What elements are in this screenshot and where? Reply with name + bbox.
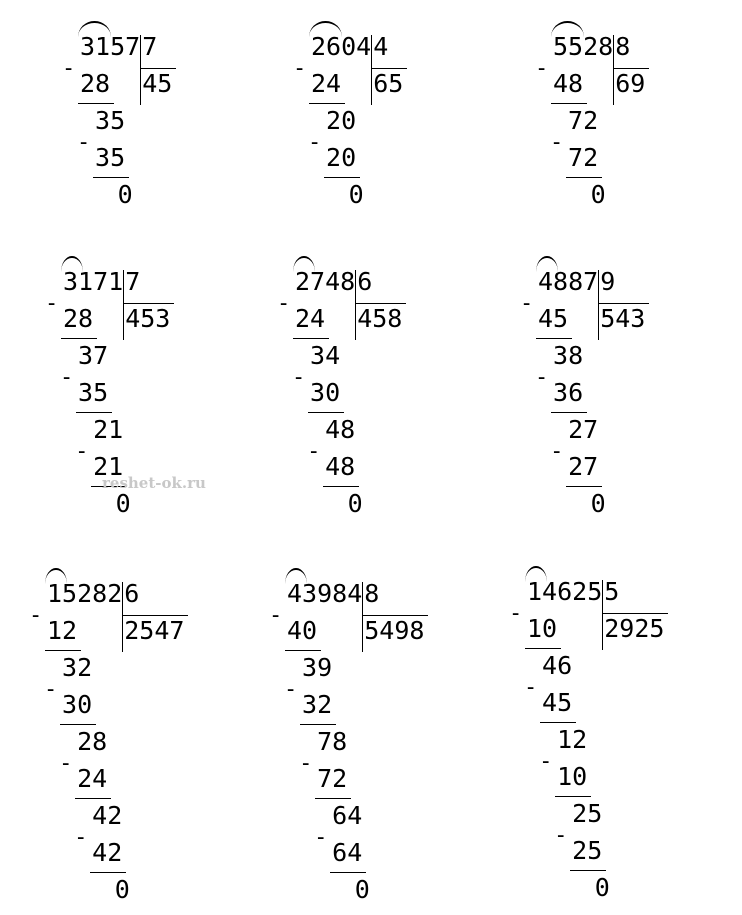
subtraction-line [60, 724, 96, 725]
subtraction-line [293, 338, 329, 339]
subtraction-line [308, 412, 344, 413]
dividend: 2604 [311, 32, 372, 61]
remainder: 78 [317, 727, 348, 756]
subtraction-line [551, 412, 587, 413]
quotient: 45 [142, 69, 173, 98]
remainder: 46 [542, 651, 573, 680]
remainder: 42 [92, 801, 123, 830]
subtraction-line [93, 177, 129, 178]
divisor: 6 [357, 267, 373, 296]
remainder: 0 [594, 873, 610, 902]
subtrahend: 12 [47, 616, 78, 645]
remainder: 0 [354, 875, 370, 904]
quotient: 453 [125, 304, 171, 333]
division-bracket-vertical [362, 582, 363, 652]
remainder: 0 [590, 489, 606, 518]
minus-sign: - [554, 823, 568, 848]
minus-sign: - [520, 291, 534, 316]
remainder: 12 [557, 725, 588, 754]
minus-sign: - [29, 603, 43, 628]
remainder: 32 [62, 653, 93, 682]
divisor: 7 [142, 32, 158, 61]
subtraction-line [551, 103, 587, 104]
subtrahend: 40 [287, 616, 318, 645]
remainder: 20 [326, 106, 357, 135]
minus-sign: - [550, 130, 564, 155]
subtrahend: 24 [77, 764, 108, 793]
subtraction-line [90, 872, 126, 873]
subtraction-line [324, 177, 360, 178]
minus-sign: - [62, 56, 76, 81]
remainder: 48 [325, 415, 356, 444]
subtrahend: 24 [295, 304, 326, 333]
remainder: 28 [77, 727, 108, 756]
minus-sign: - [60, 365, 74, 390]
remainder: 64 [332, 801, 363, 830]
subtrahend: 28 [80, 69, 111, 98]
dividend: 3157 [80, 32, 141, 61]
division-bracket-vertical [123, 270, 124, 340]
subtraction-line [570, 870, 606, 871]
minus-sign: - [535, 56, 549, 81]
minus-sign: - [524, 675, 538, 700]
subtraction-line [45, 650, 81, 651]
subtraction-line [525, 648, 561, 649]
subtrahend: 72 [568, 143, 599, 172]
subtrahend: 64 [332, 838, 363, 867]
dividend: 3171 [63, 267, 124, 296]
remainder: 72 [568, 106, 599, 135]
minus-sign: - [77, 130, 91, 155]
remainder: 0 [114, 875, 130, 904]
division-bracket-vertical [122, 582, 123, 652]
minus-sign: - [44, 677, 58, 702]
divisor: 5 [604, 577, 620, 606]
subtraction-line [323, 486, 359, 487]
remainder: 34 [310, 341, 341, 370]
minus-sign: - [75, 439, 89, 464]
divisor: 9 [600, 267, 616, 296]
subtrahend: 21 [93, 452, 124, 481]
remainder: 0 [117, 180, 133, 209]
remainder: 0 [347, 489, 363, 518]
dividend: 43984 [287, 579, 363, 608]
divisor: 6 [124, 579, 140, 608]
quotient: 2547 [124, 616, 185, 645]
subtrahend: 35 [95, 143, 126, 172]
remainder: 37 [78, 341, 109, 370]
subtrahend: 28 [63, 304, 94, 333]
subtrahend: 35 [78, 378, 109, 407]
remainder: 0 [590, 180, 606, 209]
minus-sign: - [269, 603, 283, 628]
remainder: 0 [348, 180, 364, 209]
minus-sign: - [277, 291, 291, 316]
dividend: 2748 [295, 267, 356, 296]
subtraction-line [300, 724, 336, 725]
minus-sign: - [509, 601, 523, 626]
remainder: 39 [302, 653, 333, 682]
minus-sign: - [299, 751, 313, 776]
minus-sign: - [550, 439, 564, 464]
subtrahend: 36 [553, 378, 584, 407]
division-bracket-vertical [371, 35, 372, 105]
subtrahend: 72 [317, 764, 348, 793]
divisor: 8 [364, 579, 380, 608]
dividend: 15282 [47, 579, 123, 608]
minus-sign: - [308, 130, 322, 155]
subtrahend: 32 [302, 690, 333, 719]
minus-sign: - [314, 825, 328, 850]
watermark: reshet-ok.ru [102, 474, 206, 492]
subtrahend: 10 [527, 614, 558, 643]
subtraction-line [540, 722, 576, 723]
minus-sign: - [59, 751, 73, 776]
remainder: 21 [93, 415, 124, 444]
division-bracket-vertical [140, 35, 141, 105]
subtrahend: 45 [542, 688, 573, 717]
subtrahend: 27 [568, 452, 599, 481]
subtraction-line [330, 872, 366, 873]
quotient: 5498 [364, 616, 425, 645]
divisor: 7 [125, 267, 141, 296]
subtrahend: 45 [538, 304, 569, 333]
minus-sign: - [45, 291, 59, 316]
quotient: 69 [615, 69, 646, 98]
subtraction-line [555, 796, 591, 797]
subtrahend: 25 [572, 836, 603, 865]
subtrahend: 30 [62, 690, 93, 719]
remainder: 38 [553, 341, 584, 370]
dividend: 5528 [553, 32, 614, 61]
subtrahend: 30 [310, 378, 341, 407]
minus-sign: - [307, 439, 321, 464]
subtraction-line [566, 177, 602, 178]
subtraction-line [75, 798, 111, 799]
subtraction-line [315, 798, 351, 799]
subtraction-line [61, 338, 97, 339]
subtraction-line [566, 486, 602, 487]
subtrahend: 48 [325, 452, 356, 481]
subtraction-line [78, 103, 114, 104]
division-bracket-vertical [598, 270, 599, 340]
division-bracket-vertical [613, 35, 614, 105]
minus-sign: - [535, 365, 549, 390]
dividend: 4887 [538, 267, 599, 296]
subtrahend: 24 [311, 69, 342, 98]
minus-sign: - [292, 365, 306, 390]
dividend: 14625 [527, 577, 603, 606]
remainder: 0 [115, 489, 131, 518]
minus-sign: - [539, 749, 553, 774]
quotient: 65 [373, 69, 404, 98]
subtrahend: 42 [92, 838, 123, 867]
divisor: 8 [615, 32, 631, 61]
subtraction-line [285, 650, 321, 651]
quotient: 458 [357, 304, 403, 333]
minus-sign: - [284, 677, 298, 702]
quotient: 2925 [604, 614, 665, 643]
subtrahend: 20 [326, 143, 357, 172]
minus-sign: - [74, 825, 88, 850]
subtraction-line [536, 338, 572, 339]
subtraction-line [76, 412, 112, 413]
division-bracket-vertical [602, 580, 603, 650]
remainder: 27 [568, 415, 599, 444]
quotient: 543 [600, 304, 646, 333]
subtrahend: 10 [557, 762, 588, 791]
remainder: 25 [572, 799, 603, 828]
subtrahend: 48 [553, 69, 584, 98]
minus-sign: - [293, 56, 307, 81]
subtraction-line [309, 103, 345, 104]
divisor: 4 [373, 32, 389, 61]
division-bracket-vertical [355, 270, 356, 340]
remainder: 35 [95, 106, 126, 135]
